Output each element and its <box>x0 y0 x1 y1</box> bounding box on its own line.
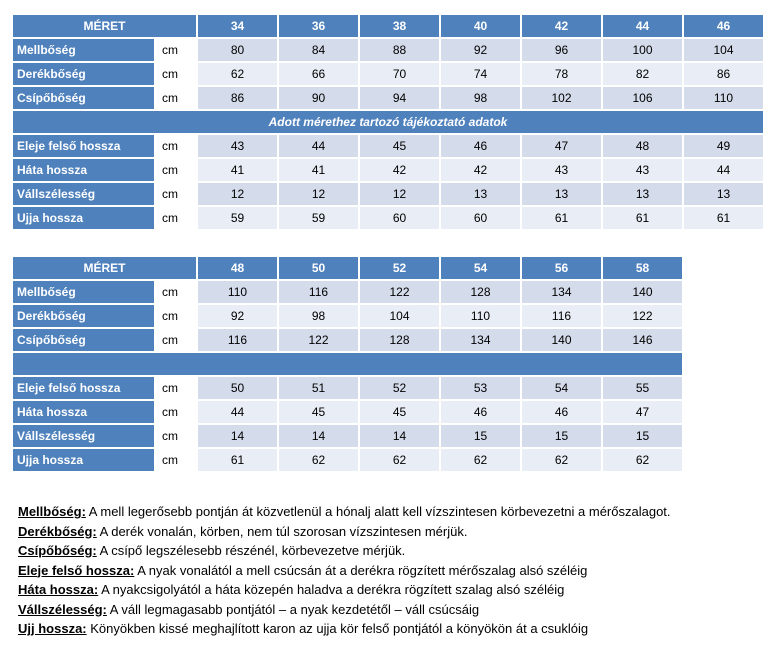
legend-term: Csípőbőség: <box>18 543 97 558</box>
table-row <box>13 305 682 327</box>
value-cell: 104 <box>360 305 439 327</box>
value-cell: 41 <box>279 159 358 181</box>
value-cell: 15 <box>441 425 520 447</box>
value-cell: 44 <box>279 135 358 157</box>
value-cell: 92 <box>198 305 277 327</box>
value-cell: 110 <box>198 281 277 303</box>
unit-cell: cm <box>156 207 196 229</box>
value-cell: 43 <box>198 135 277 157</box>
size-header-cell: 50 <box>279 257 358 279</box>
size-header-cell: 38 <box>360 15 439 37</box>
value-cell: 55 <box>603 377 682 399</box>
section-row <box>13 111 763 133</box>
value-cell: 116 <box>279 281 358 303</box>
value-cell: 62 <box>522 449 601 471</box>
size-header-cell: 48 <box>198 257 277 279</box>
row-label: Derékbőség <box>13 63 154 85</box>
value-cell: 46 <box>522 401 601 423</box>
legend-term: Eleje felső hossza: <box>18 562 135 578</box>
value-cell: 128 <box>360 329 439 351</box>
unit-cell: cm <box>156 281 196 303</box>
value-cell: 78 <box>522 63 601 85</box>
value-cell: 134 <box>522 281 601 303</box>
section-bar <box>13 353 682 375</box>
legend-item <box>18 580 671 600</box>
unit-cell: cm <box>156 39 196 61</box>
legend-desc: A derék vonalán, körben, nem túl szorosan vízszintesen mérjük. <box>96 523 468 539</box>
value-cell: 53 <box>441 377 520 399</box>
size-table-1 <box>11 13 765 231</box>
value-cell: 104 <box>684 39 763 61</box>
value-cell: 62 <box>603 449 682 471</box>
value-cell: 59 <box>198 207 277 229</box>
value-cell: 60 <box>360 207 439 229</box>
legend-term: Ujj hossza: <box>18 621 87 636</box>
value-cell: 12 <box>360 183 439 205</box>
value-cell: 60 <box>441 207 520 229</box>
value-cell: 90 <box>279 87 358 109</box>
row-label: Vállszélesség <box>13 183 154 205</box>
value-cell: 45 <box>360 401 439 423</box>
value-cell: 42 <box>360 159 439 181</box>
size-header-cell: 34 <box>198 15 277 37</box>
value-cell: 41 <box>198 159 277 181</box>
value-cell: 110 <box>441 305 520 327</box>
unit-cell: cm <box>156 159 196 181</box>
size-header-cell: 42 <box>522 15 601 37</box>
value-cell: 45 <box>360 135 439 157</box>
value-cell: 45 <box>279 401 358 423</box>
value-cell: 52 <box>360 377 439 399</box>
value-cell: 42 <box>441 159 520 181</box>
legend-desc: A nyak vonalától a mell csúcsán át a derékra rögzített mérőszalag alsó széléig <box>134 562 588 578</box>
legend-desc: A nyakcsigolyától a háta közepén haladva a derékra rögzített szalag alsó széléig <box>98 582 565 597</box>
value-cell: 61 <box>603 207 682 229</box>
row-label: Eleje felső hossza <box>13 135 154 157</box>
value-cell: 14 <box>279 425 358 447</box>
table-row <box>13 159 763 181</box>
value-cell: 110 <box>684 87 763 109</box>
value-cell: 146 <box>603 329 682 351</box>
value-cell: 122 <box>360 281 439 303</box>
table-row <box>13 329 682 351</box>
table-row <box>13 207 763 229</box>
value-cell: 140 <box>603 281 682 303</box>
row-label: Háta hossza <box>13 401 154 423</box>
row-label: Háta hossza <box>13 159 154 181</box>
table-row <box>13 425 682 447</box>
row-label: Eleje felső hossza <box>13 377 154 399</box>
row-label: Csípőbőség <box>13 329 154 351</box>
unit-cell: cm <box>156 401 196 423</box>
legend-desc: Könyökben kissé meghajlított karon az ujja kör felső pontjától a könyökön át a csuklóig <box>86 621 589 636</box>
legend-desc: A csípő legszélesebb részénél, körbevezetve mérjük. <box>96 543 406 558</box>
unit-cell: cm <box>156 183 196 205</box>
value-cell: 122 <box>603 305 682 327</box>
value-cell: 86 <box>198 87 277 109</box>
legend-item <box>18 502 671 522</box>
value-cell: 96 <box>522 39 601 61</box>
value-cell: 14 <box>360 425 439 447</box>
unit-cell: cm <box>156 63 196 85</box>
value-cell: 46 <box>441 401 520 423</box>
value-cell: 62 <box>360 449 439 471</box>
row-label: Ujja hossza <box>13 449 154 471</box>
value-cell: 86 <box>684 63 763 85</box>
size-header-cell: 58 <box>603 257 682 279</box>
value-cell: 62 <box>279 449 358 471</box>
value-cell: 49 <box>684 135 763 157</box>
legend-item <box>18 619 671 639</box>
value-cell: 98 <box>441 87 520 109</box>
value-cell: 98 <box>279 305 358 327</box>
value-cell: 106 <box>603 87 682 109</box>
size-header-label: MÉRET <box>13 15 196 37</box>
unit-cell: cm <box>156 135 196 157</box>
value-cell: 13 <box>684 183 763 205</box>
section-title: Adott mérethez tartozó tájékoztató adatok <box>13 111 763 133</box>
size-header-cell: 36 <box>279 15 358 37</box>
value-cell: 12 <box>198 183 277 205</box>
row-label: Ujja hossza <box>13 207 154 229</box>
size-header-cell: 52 <box>360 257 439 279</box>
legend-item <box>18 522 671 542</box>
row-label: Derékbőség <box>13 305 154 327</box>
legend-item <box>18 600 671 620</box>
size-table-2 <box>11 255 684 473</box>
value-cell: 13 <box>522 183 601 205</box>
value-cell: 50 <box>198 377 277 399</box>
value-cell: 54 <box>522 377 601 399</box>
unit-cell: cm <box>156 449 196 471</box>
legend-term: Derékbőség: <box>18 523 97 539</box>
row-label: Csípőbőség <box>13 87 154 109</box>
value-cell: 66 <box>279 63 358 85</box>
value-cell: 61 <box>522 207 601 229</box>
value-cell: 122 <box>279 329 358 351</box>
value-cell: 61 <box>684 207 763 229</box>
value-cell: 47 <box>603 401 682 423</box>
value-cell: 48 <box>603 135 682 157</box>
value-cell: 88 <box>360 39 439 61</box>
legend-item <box>18 541 671 561</box>
value-cell: 59 <box>279 207 358 229</box>
legend-desc: A váll legmagasabb pontjától – a nyak kezdetétől – váll csúcsáig <box>106 601 480 617</box>
measurement-legend <box>18 502 671 639</box>
size-header-label: MÉRET <box>13 257 196 279</box>
table-row <box>13 63 763 85</box>
value-cell: 134 <box>441 329 520 351</box>
table-row <box>13 281 682 303</box>
value-cell: 15 <box>603 425 682 447</box>
value-cell: 128 <box>441 281 520 303</box>
value-cell: 74 <box>441 63 520 85</box>
legend-term: Vállszélesség: <box>18 601 107 617</box>
value-cell: 82 <box>603 63 682 85</box>
size-header-cell: 56 <box>522 257 601 279</box>
row-label: Mellbőség <box>13 281 154 303</box>
value-cell: 44 <box>198 401 277 423</box>
value-cell: 15 <box>522 425 601 447</box>
value-cell: 62 <box>441 449 520 471</box>
value-cell: 43 <box>522 159 601 181</box>
value-cell: 51 <box>279 377 358 399</box>
value-cell: 94 <box>360 87 439 109</box>
value-cell: 13 <box>441 183 520 205</box>
value-cell: 44 <box>684 159 763 181</box>
table-row <box>13 449 682 471</box>
value-cell: 116 <box>522 305 601 327</box>
size-header-cell: 40 <box>441 15 520 37</box>
size-header-cell: 54 <box>441 257 520 279</box>
unit-cell: cm <box>156 377 196 399</box>
row-label: Vállszélesség <box>13 425 154 447</box>
table-row <box>13 377 682 399</box>
value-cell: 47 <box>522 135 601 157</box>
value-cell: 46 <box>441 135 520 157</box>
value-cell: 43 <box>603 159 682 181</box>
header-row <box>13 15 763 37</box>
table-row <box>13 401 682 423</box>
unit-cell: cm <box>156 329 196 351</box>
legend-term: Mellbőség: <box>18 504 86 519</box>
value-cell: 12 <box>279 183 358 205</box>
size-header-cell: 44 <box>603 15 682 37</box>
value-cell: 102 <box>522 87 601 109</box>
value-cell: 100 <box>603 39 682 61</box>
value-cell: 84 <box>279 39 358 61</box>
table-row <box>13 183 763 205</box>
value-cell: 70 <box>360 63 439 85</box>
value-cell: 92 <box>441 39 520 61</box>
unit-cell: cm <box>156 87 196 109</box>
size-header-cell: 46 <box>684 15 763 37</box>
value-cell: 14 <box>198 425 277 447</box>
row-label: Mellbőség <box>13 39 154 61</box>
section-row <box>13 353 682 375</box>
value-cell: 80 <box>198 39 277 61</box>
value-cell: 61 <box>198 449 277 471</box>
legend-item <box>18 561 671 581</box>
unit-cell: cm <box>156 425 196 447</box>
unit-cell: cm <box>156 305 196 327</box>
legend-term: Háta hossza: <box>18 582 99 597</box>
value-cell: 13 <box>603 183 682 205</box>
table-row <box>13 135 763 157</box>
value-cell: 116 <box>198 329 277 351</box>
value-cell: 62 <box>198 63 277 85</box>
table-row <box>13 39 763 61</box>
table-row <box>13 87 763 109</box>
value-cell: 140 <box>522 329 601 351</box>
legend-desc: A mell legerősebb pontján át közvetlenül a hónalj alatt kell vízszintesen körbevezetni a mérőszalagot. <box>85 504 671 519</box>
header-row <box>13 257 682 279</box>
